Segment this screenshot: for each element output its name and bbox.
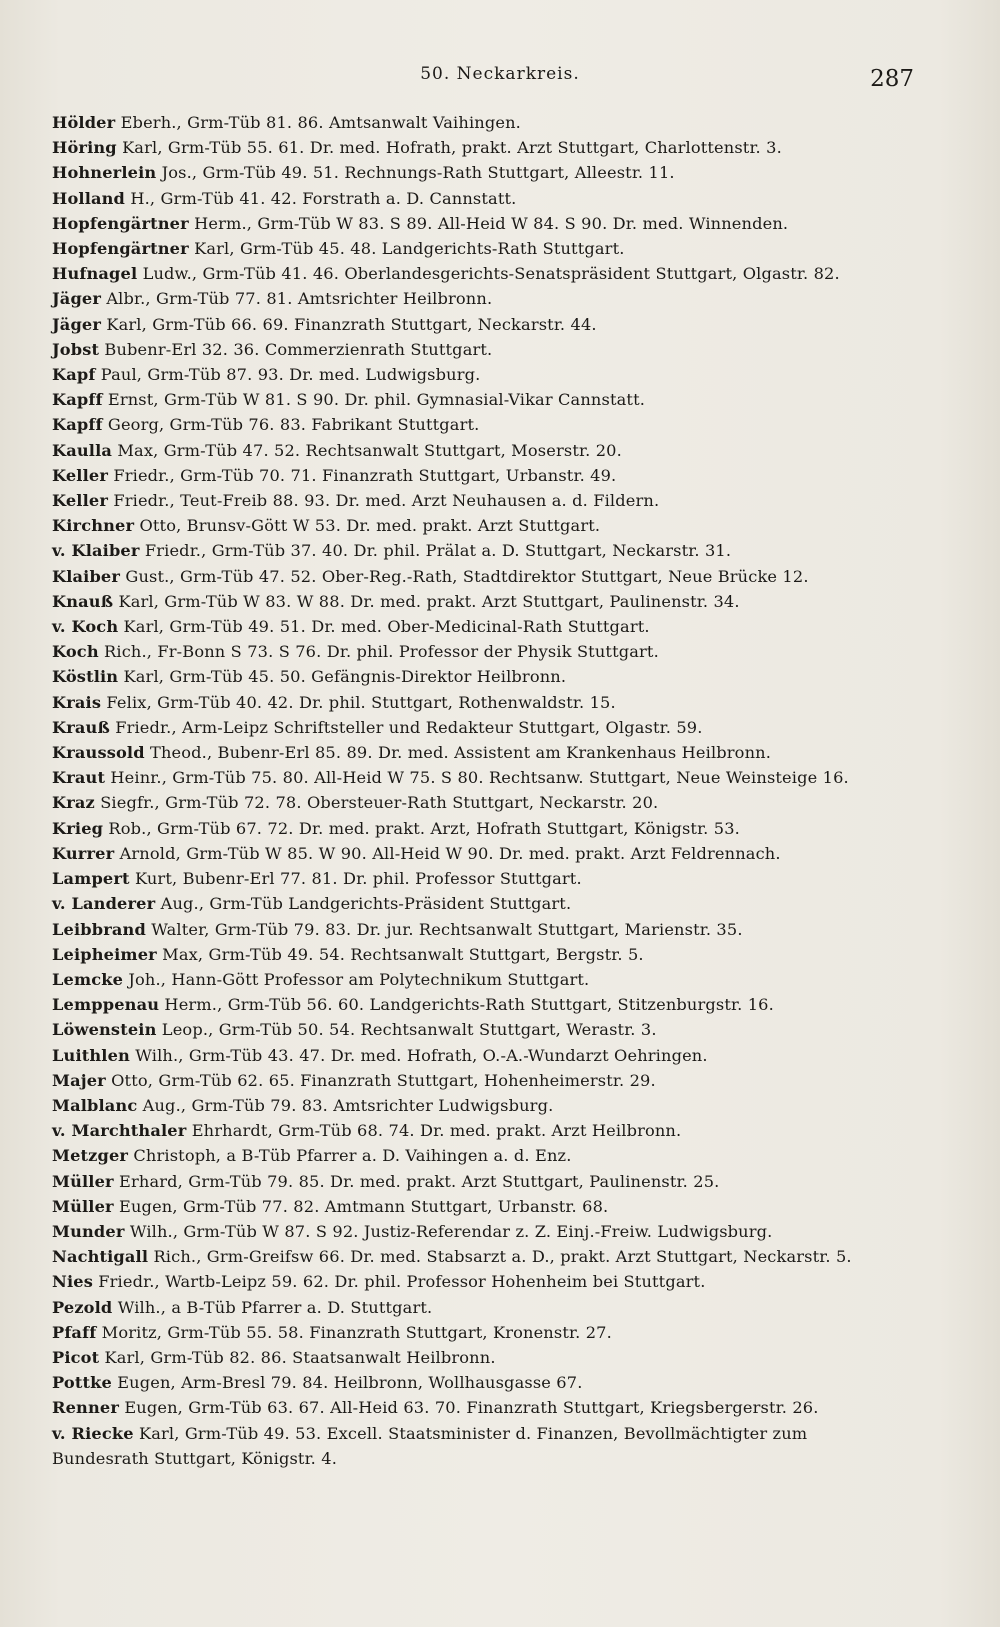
entry-name: Kraussold	[52, 743, 145, 763]
list-item	[52, 1118, 952, 1143]
entry-detail: Friedr., Grm-Tüb 37. 40. Dr. phil. Prälat a. D. Stuttgart, Neckarstr. 31.	[144, 541, 732, 561]
entry-name: Hopfengärtner	[52, 239, 189, 259]
list-item	[52, 967, 952, 992]
entry-detail: Friedr., Teut-Freib 88. 93. Dr. med. Arzt Neuhausen a. d. Fildern.	[113, 491, 660, 511]
list-item	[52, 1370, 952, 1395]
entry-name: Hufnagel	[52, 264, 138, 284]
entry-name: v. Klaiber	[52, 541, 140, 561]
entry-detail: Rob., Grm-Tüb 67. 72. Dr. med. prakt. Arzt, Hofrath Stuttgart, Königstr. 53.	[108, 818, 740, 838]
list-item	[52, 1269, 952, 1294]
entry-detail: Arnold, Grm-Tüb W 85. W 90. All-Heid W 90. Dr. med. prakt. Arzt Feldrennach.	[119, 843, 781, 863]
entry-detail: H., Grm-Tüb 41. 42. Forstrath a. D. Cannstatt.	[130, 188, 517, 208]
entry-name: Metzger	[52, 1146, 129, 1166]
list-item	[52, 1320, 952, 1345]
entry-detail: Kurt, Bubenr-Erl 77. 81. Dr. phil. Professor Stuttgart.	[134, 869, 582, 889]
entry-name: Hopfengärtner	[52, 213, 189, 233]
list-item	[52, 1345, 952, 1370]
list-item	[52, 160, 952, 185]
entry-name: Jobst	[52, 339, 100, 359]
entry-detail: Heinr., Grm-Tüb 75. 80. All-Heid W 75. S 80. Rechtsanw. Stuttgart, Neue Weinsteige 16.	[110, 768, 849, 788]
list-item	[52, 891, 952, 916]
entry-name: Holland	[52, 188, 126, 208]
entry-detail: Moritz, Grm-Tüb 55. 58. Finanzrath Stuttgart, Kronenstr. 27.	[101, 1322, 612, 1342]
entry-detail: Ehrhardt, Grm-Tüb 68. 74. Dr. med. prakt. Arzt Heilbronn.	[191, 1121, 682, 1141]
entry-name: Krieg	[52, 818, 104, 838]
entry-name: Lemcke	[52, 969, 124, 989]
entry-name: Lemppenau	[52, 995, 160, 1015]
entry-name: Kaulla	[52, 440, 113, 460]
entry-name: Hohnerlein	[52, 163, 157, 183]
list-item	[52, 942, 952, 967]
entry-name: Picot	[52, 1347, 100, 1367]
entry-name: Kurrer	[52, 843, 115, 863]
list-item	[52, 1395, 952, 1420]
list-item	[52, 1017, 952, 1042]
entry-detail: Karl, Grm-Tüb 66. 69. Finanzrath Stuttgart, Neckarstr. 44.	[106, 314, 597, 334]
entry-name: Klaiber	[52, 566, 121, 586]
list-item	[52, 589, 952, 614]
entry-detail: Christoph, a B-Tüb Pfarrer a. D. Vaihingen a. d. Enz.	[133, 1146, 572, 1166]
entry-name: v. Koch	[52, 617, 119, 637]
entry-name: Müller	[52, 1196, 114, 1216]
entry-detail: Max, Grm-Tüb 47. 52. Rechtsanwalt Stuttgart, Moserstr. 20.	[117, 440, 622, 460]
entry-continuation: Bundesrath Stuttgart, Königstr. 4.	[52, 1448, 338, 1468]
entry-detail: Wilh., a B-Tüb Pfarrer a. D. Stuttgart.	[117, 1297, 433, 1317]
entry-name: Malblanc	[52, 1095, 138, 1115]
entry-name: Knauß	[52, 591, 114, 611]
list-item	[52, 1169, 952, 1194]
entry-detail: Karl, Grm-Tüb W 83. W 88. Dr. med. prakt. Arzt Stuttgart, Paulinenstr. 34.	[118, 591, 740, 611]
entry-name: Jäger	[52, 314, 102, 334]
entry-name: Kapff	[52, 415, 103, 435]
entry-name: Pottke	[52, 1373, 112, 1393]
entry-name: v. Riecke	[52, 1423, 134, 1443]
entry-detail: Jos., Grm-Tüb 49. 51. Rechnungs-Rath Stuttgart, Alleestr. 11.	[161, 163, 675, 183]
entry-name: Keller	[52, 491, 109, 511]
entry-list	[52, 110, 952, 1471]
list-item	[52, 1194, 952, 1219]
list-item	[52, 614, 952, 639]
entry-detail: Theod., Bubenr-Erl 85. 89. Dr. med. Assistent am Krankenhaus Heilbronn.	[150, 743, 772, 763]
list-item	[52, 488, 952, 513]
list-item	[52, 564, 952, 589]
list-item	[52, 639, 952, 664]
entry-detail: Erhard, Grm-Tüb 79. 85. Dr. med. prakt. Arzt Stuttgart, Paulinenstr. 25.	[119, 1171, 720, 1191]
entry-detail: Wilh., Grm-Tüb W 87. S 92. Justiz-Referendar z. Z. Einj.-Freiw. Ludwigsburg.	[129, 1221, 773, 1241]
entry-detail: Eberh., Grm-Tüb 81. 86. Amtsanwalt Vaihingen.	[120, 113, 521, 132]
list-item	[52, 690, 952, 715]
list-item	[52, 387, 952, 412]
list-item	[52, 816, 952, 841]
list-item	[52, 1295, 952, 1320]
entry-name: Pfaff	[52, 1322, 97, 1342]
list-item	[52, 463, 952, 488]
entry-name: Koch	[52, 642, 99, 662]
list-item	[52, 1219, 952, 1244]
entry-detail: Bubenr-Erl 32. 36. Commerzienrath Stuttgart.	[104, 339, 493, 359]
entry-name: Lampert	[52, 869, 130, 889]
entry-name: Nachtigall	[52, 1247, 149, 1267]
page-number: 287	[870, 66, 914, 92]
entry-detail: Paul, Grm-Tüb 87. 93. Dr. med. Ludwigsburg.	[100, 365, 481, 385]
list-item	[52, 110, 952, 135]
list-item	[52, 513, 952, 538]
list-item	[52, 664, 952, 689]
entry-detail: Eugen, Grm-Tüb 63. 67. All-Heid 63. 70. Finanzrath Stuttgart, Kriegsbergerstr. 26.	[124, 1398, 819, 1418]
entry-detail: Herm., Grm-Tüb 56. 60. Landgerichts-Rath Stuttgart, Stitzenburgstr. 16.	[164, 995, 774, 1015]
entry-detail: Friedr., Arm-Leipz Schriftsteller und Redakteur Stuttgart, Olgastr. 59.	[115, 717, 703, 737]
list-item	[52, 236, 952, 261]
entry-name: Kapf	[52, 365, 96, 385]
entry-name: v. Landerer	[52, 894, 156, 914]
entry-name: Löwenstein	[52, 1020, 157, 1040]
list-item	[52, 790, 952, 815]
list-item	[52, 312, 952, 337]
entry-name: Jäger	[52, 289, 102, 309]
entry-detail: Otto, Brunsv-Gött W 53. Dr. med. prakt. Arzt Stuttgart.	[139, 516, 601, 536]
entry-name: Höring	[52, 138, 117, 158]
list-item	[52, 412, 952, 437]
list-item	[52, 286, 952, 311]
entry-name: v. Marchthaler	[52, 1121, 187, 1141]
entry-detail: Felix, Grm-Tüb 40. 42. Dr. phil. Stuttgart, Rothenwaldstr. 15.	[106, 692, 616, 712]
list-item	[52, 715, 952, 740]
list-item	[52, 186, 952, 211]
entry-name: Pezold	[52, 1297, 113, 1317]
entry-name: Hölder	[52, 113, 116, 132]
entry-detail: Otto, Grm-Tüb 62. 65. Finanzrath Stuttgart, Hohenheimerstr. 29.	[111, 1070, 656, 1090]
entry-detail: Karl, Grm-Tüb 49. 53. Excell. Staatsminister d. Finanzen, Bevollmächtigter zum	[138, 1423, 808, 1443]
entry-detail: Friedr., Grm-Tüb 70. 71. Finanzrath Stuttgart, Urbanstr. 49.	[113, 465, 617, 485]
running-head: 50. Neckarkreis.	[420, 64, 580, 84]
entry-detail: Karl, Grm-Tüb 49. 51. Dr. med. Ober-Medicinal-Rath Stuttgart.	[123, 617, 650, 637]
list-item	[52, 362, 952, 387]
entry-detail: Rich., Fr-Bonn S 73. S 76. Dr. phil. Professor der Physik Stuttgart.	[104, 642, 659, 662]
list-item	[52, 1143, 952, 1168]
entry-name: Kapff	[52, 390, 103, 410]
entry-name: Renner	[52, 1398, 120, 1418]
entry-name: Krais	[52, 692, 102, 712]
entry-name: Nies	[52, 1272, 93, 1292]
list-item	[52, 211, 952, 236]
entry-detail: Eugen, Grm-Tüb 77. 82. Amtmann Stuttgart, Urbanstr. 68.	[119, 1196, 609, 1216]
entry-name: Munder	[52, 1221, 125, 1241]
entry-name: Kraut	[52, 768, 106, 788]
entry-name: Leipheimer	[52, 944, 157, 964]
entry-detail: Karl, Grm-Tüb 45. 50. Gefängnis-Direktor Heilbronn.	[123, 667, 567, 687]
entry-detail: Ludw., Grm-Tüb 41. 46. Oberlandesgerichts-Senatspräsident Stuttgart, Olgastr. 82.	[142, 264, 840, 284]
entry-detail: Herm., Grm-Tüb W 83. S 89. All-Heid W 84. S 90. Dr. med. Winnenden.	[194, 213, 789, 233]
entry-detail: Friedr., Wartb-Leipz 59. 62. Dr. phil. Professor Hohenheim bei Stuttgart.	[98, 1272, 706, 1292]
list-item	[52, 917, 952, 942]
list-item	[52, 261, 952, 286]
entry-detail: Karl, Grm-Tüb 82. 86. Staatsanwalt Heilbronn.	[104, 1347, 496, 1367]
list-item	[52, 992, 952, 1017]
list-item	[52, 740, 952, 765]
list-item	[52, 438, 952, 463]
entry-name: Köstlin	[52, 667, 119, 687]
list-item	[52, 1068, 952, 1093]
entry-name: Müller	[52, 1171, 114, 1191]
entry-detail: Aug., Grm-Tüb 79. 83. Amtsrichter Ludwigsburg.	[142, 1095, 554, 1115]
list-item	[52, 841, 952, 866]
entry-name: Leibbrand	[52, 919, 146, 939]
entry-detail: Wilh., Grm-Tüb 43. 47. Dr. med. Hofrath, O.-A.-Wundarzt Oehringen.	[135, 1045, 708, 1065]
list-item	[52, 538, 952, 563]
entry-detail: Walter, Grm-Tüb 79. 83. Dr. jur. Rechtsanwalt Stuttgart, Marienstr. 35.	[151, 919, 743, 939]
list-item	[52, 866, 952, 891]
list-item	[52, 1093, 952, 1118]
list-item	[52, 1244, 952, 1269]
entry-detail: Rich., Grm-Greifsw 66. Dr. med. Stabsarzt a. D., prakt. Arzt Stuttgart, Neckarstr. 5.	[153, 1247, 852, 1267]
list-item	[52, 135, 952, 160]
entry-detail: Aug., Grm-Tüb Landgerichts-Präsident Stuttgart.	[160, 894, 572, 914]
entry-detail: Ernst, Grm-Tüb W 81. S 90. Dr. phil. Gymnasial-Vikar Cannstatt.	[107, 390, 646, 410]
entry-name: Keller	[52, 465, 109, 485]
entry-name: Majer	[52, 1070, 106, 1090]
list-item	[52, 337, 952, 362]
entry-detail: Max, Grm-Tüb 49. 54. Rechtsanwalt Stuttgart, Bergstr. 5.	[162, 944, 644, 964]
entry-name: Luithlen	[52, 1045, 130, 1065]
list-item	[52, 1043, 952, 1068]
entry-name: Kirchner	[52, 516, 135, 536]
entry-detail: Siegfr., Grm-Tüb 72. 78. Obersteuer-Rath Stuttgart, Neckarstr. 20.	[100, 793, 659, 813]
entry-detail: Joh., Hann-Gött Professor am Polytechnikum Stuttgart.	[128, 969, 590, 989]
list-item	[52, 1421, 952, 1446]
entry-name: Kraz	[52, 793, 95, 813]
entry-detail: Gust., Grm-Tüb 47. 52. Ober-Reg.-Rath, Stadtdirektor Stuttgart, Neue Brücke 12.	[125, 566, 809, 586]
entry-detail: Karl, Grm-Tüb 45. 48. Landgerichts-Rath Stuttgart.	[194, 239, 625, 259]
entry-detail: Georg, Grm-Tüb 76. 83. Fabrikant Stuttgart.	[107, 415, 480, 435]
entry-detail: Albr., Grm-Tüb 77. 81. Amtsrichter Heilbronn.	[106, 289, 493, 309]
entry-name: Krauß	[52, 717, 110, 737]
entry-detail: Karl, Grm-Tüb 55. 61. Dr. med. Hofrath, prakt. Arzt Stuttgart, Charlottenstr. 3.	[122, 138, 782, 158]
entry-detail: Eugen, Arm-Bresl 79. 84. Heilbronn, Wollhausgasse 67.	[117, 1373, 583, 1393]
entry-detail: Leop., Grm-Tüb 50. 54. Rechtsanwalt Stuttgart, Werastr. 3.	[161, 1020, 657, 1040]
list-item	[52, 765, 952, 790]
